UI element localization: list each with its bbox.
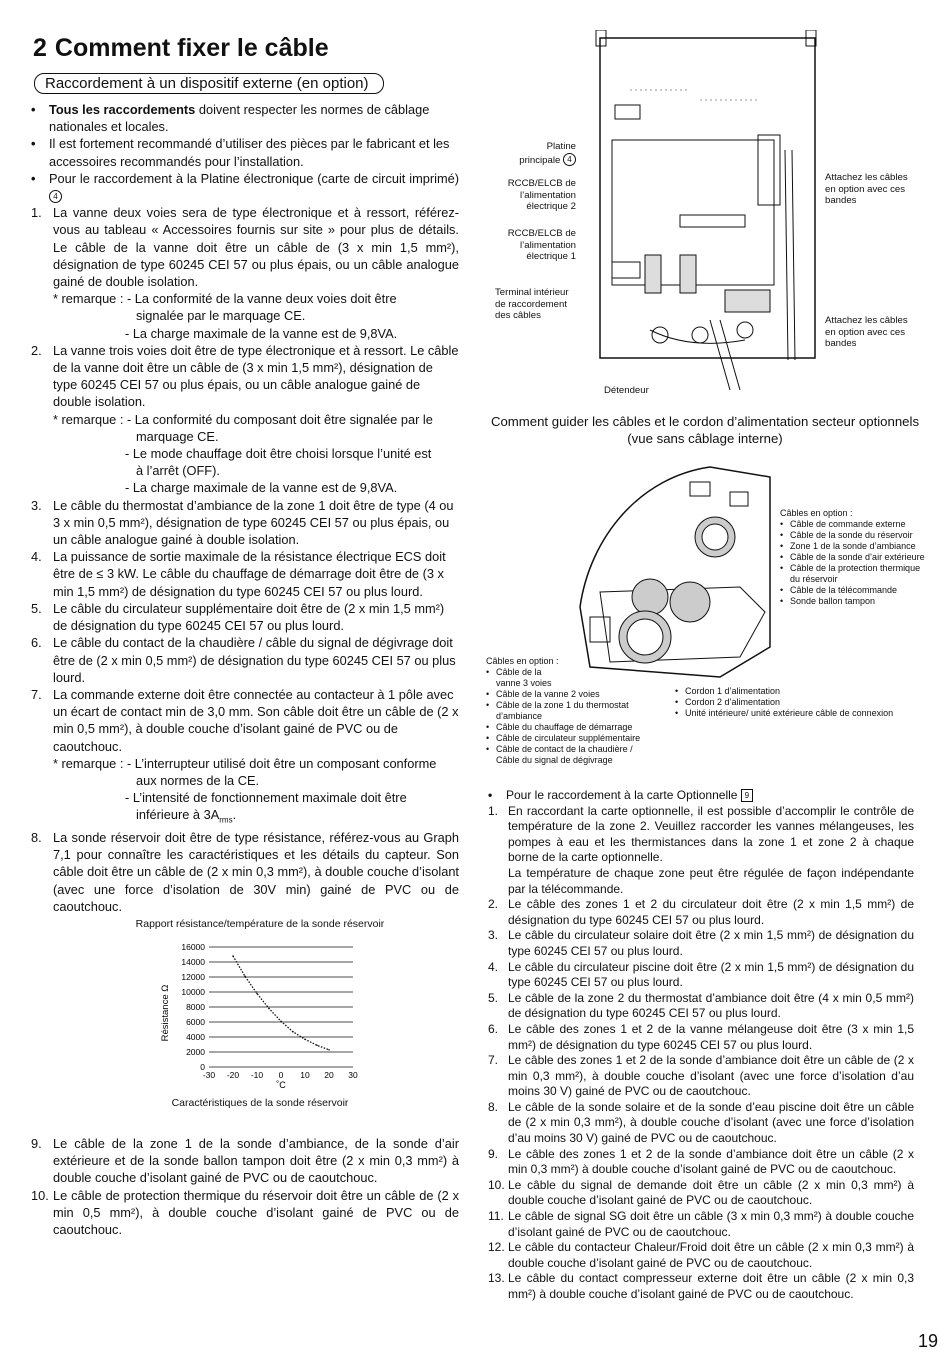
item-text: Le câble de la zone 1 de la sonde d’ambiance, de la sonde d’air extérieure et de la sonde ballon tampon doit être (2 x min 0,3 mm²) à double couche d’isolant gainé de PVC ou de caoutchouc. [53,1136,459,1186]
item-text: Le câble du contacteur Chaleur/Froid doit être un câble (2 x min 0,3 mm²) à double couche d’isolant gainé de PVC ou de caoutchouc. [508,1240,914,1270]
remark-line: aux normes de la CE. [136,772,260,788]
list-item-3 [31,497,459,549]
remark-line: signalée par le marquage CE. [136,308,306,324]
right-item-2 [488,897,914,928]
chart-ytick-label: 16000 [181,942,205,952]
item-text: Le câble des zones 1 et 2 de la vanne mélangeuse doit être (3 x min 1,5 mm²) de désignation du type 60245 CEI 57 ou plus lourd. [508,1021,914,1052]
chart-ytick-label: 6000 [186,1017,205,1027]
bullet-1 [31,101,459,135]
chart-ytick-label: 14000 [181,957,205,967]
item-extra: La température de chaque zone peut être régulée de façon indépendante par la télécommande. [508,865,914,896]
list-item-6 [31,634,459,686]
chart-point [232,955,234,957]
chart-point [280,1020,282,1022]
chart-xtick-label: -30 [202,1070,216,1080]
item-number: 3. [31,497,42,513]
remark-line: * remarque : - L’interrupteur utilisé doit être un composant conforme [53,755,437,771]
remark-line: * remarque : - La conformité de la vanne deux voies doit être [53,291,397,307]
label-rccb-2: RCCB/ELCB de l’alimentation électrique 2 [507,178,576,212]
remark-line: - La charge maximale de la vanne est de 9,8VA. [125,480,398,496]
chart-ytick-label: 0 [200,1062,205,1072]
item-number: 6. [488,1021,499,1036]
item-text: Le câble du contact de la chaudière / câble du signal de dégivrage doit être de (2 x min 0,5 mm²) de désignation du type 60245 CEI 57 ou plus lourd. [53,635,456,685]
list-item: • Câble de circulateur supplémentaire [486,733,676,744]
chart-point [268,1008,270,1010]
item-number: 8. [31,830,42,846]
list-item: • Cordon 1 d’alimentation [675,686,915,697]
label-rccb-1: RCCB/ELCB de l’alimentation électrique 1 [507,228,576,262]
item-number: 4. [488,959,499,974]
chart-xtick-label: -10 [250,1070,264,1080]
chart-point [328,1049,330,1051]
item-number: 11. [488,1209,504,1224]
chart-title: Rapport résistance/température de la sonde réservoir [135,918,385,930]
remark-line: à l’arrêt (OFF). [136,463,220,479]
label-attach-bands-top: Attachez les câbles en option avec ces bandes [825,172,908,206]
bullet-text: Pour le raccordement à la carte Optionnelle [506,788,741,802]
right-item-3 [488,928,914,959]
right-item-11 [488,1209,914,1240]
chart-point [244,975,246,977]
remark-text: inférieure à 3A [136,807,220,823]
label-attach-bands-bottom: Attachez les câbles en option avec ces bandes [825,315,908,349]
remark-end: . [232,807,237,823]
chart-xtick-label: 10 [300,1070,310,1080]
item-text: Le câble des zones 1 et 2 de la sonde d’ambiance doit être un câble (2 x min 0,3 mm²) à double couche d’isolant gainé de PVC ou de caoutchouc. [508,1146,914,1177]
item-number: 13. [488,1271,505,1286]
list-item-8 [31,829,459,915]
list-item: • Câble de la protection thermique du réservoir [780,563,930,585]
left-column-top [31,101,459,915]
remark-line: - L’intensité de fonctionnement maximale doit être [125,790,407,806]
list-item: • Câble de la télécommande [780,585,930,596]
item-text: Le câble du contact compresseur externe doit être un câble (2 x min 0,3 mm²) à double couche d’isolant gainé de PVC ou de caoutchouc. [508,1271,914,1301]
label-terminal: Terminal intérieur de raccordement des câbles [495,287,569,321]
item-number: 2. [31,342,42,358]
chart-ylabel: Résistance Ω [160,984,171,1042]
chart-points [232,955,330,1050]
remark-line: - La charge maximale de la vanne est de 9,8VA. [125,325,398,341]
list-item-2 [31,342,459,411]
optional-cables-right [780,508,930,607]
chart-ytick-label: 8000 [186,1002,205,1012]
list-item-1 [31,204,459,290]
list-item: • Câble de commande externe [780,519,930,530]
list-item: • Câble de la zone 1 du thermostat d’ambiance [486,700,676,722]
item-text: Le câble du circulateur solaire doit être (2 x min 1,5 mm²) de désignation du type 60245 CEI 57 ou plus lourd. [508,928,914,958]
remark-1 [31,290,459,342]
item-text: Le câble des zones 1 et 2 de la sonde d’ambiance doit être un câble de (2 x min 0,3 mm²), à double couche d’isolant (avec une force d’isolation d’au moins 30 V) gainé de PVC ou de caoutchouc. [508,1053,914,1099]
page-number: 19 [917,1331,938,1351]
item-text: Le câble de signal SG doit être un câble (3 x min 0,3 mm²) à double couche d’isolant gainé de PVC ou de caoutchouc. [508,1209,914,1239]
right-item-6 [488,1022,914,1053]
optional-cables-left [486,656,676,766]
chart-yticks [181,942,205,1072]
item-number: 1. [488,803,499,818]
right-item-10 [488,1178,914,1209]
item-text: Le câble du circulateur piscine doit être (2 x min 1,5 mm²) de désignation du type 60245 CEI 57 ou plus lourd. [508,959,914,990]
board-number-badge: 4 [563,153,576,166]
bullet-2: • Il est fortement recommandé d’utiliser des pièces par le fabricant et les accessoires recommandés pour l’installation. [31,135,459,169]
item-text: Le câble des zones 1 et 2 du circulateur doit être (2 x min 1,5 mm²) de désignation du type 60245 CEI 57 ou plus lourd. [508,897,914,927]
list-item-5 [31,600,459,634]
chart-xlabel: ˚C [276,1080,286,1090]
list-title: Câbles en option : [780,508,853,518]
list-item: • Câble de contact de la chaudière / Câble du signal de dégivrage [486,744,646,766]
list-item-9 [31,1135,459,1187]
chart-caption: Caractéristiques de la sonde réservoir [171,1097,349,1109]
right-item-12 [488,1240,914,1271]
unit-wiring-diagram [570,30,830,390]
item-text: Le câble de protection thermique du réservoir doit être un câble de (2 x min 0,5 mm²), à double couche d’isolant gainé de PVC ou de caoutchouc. [53,1187,459,1238]
item-number: 3. [488,928,499,943]
power-cables-list [675,686,915,719]
chart-xtick-label: 0 [278,1070,284,1080]
bullet-3 [31,170,459,204]
right-item-7 [488,1053,914,1100]
item-number: 9. [31,1136,42,1151]
list-item: • Cordon 2 d’alimentation [675,697,915,708]
list-title: Câbles en option : [486,656,559,666]
item-text: La vanne deux voies sera de type électronique et à ressort, référez-vous au tableau « Accessoires fournis sur site » pour plus de détails. Le câble de la vanne doit être un câble de (3 x min 1,5 mm²), désignation de type 60245 CEI 57 ou plus épais, ou un câble analogue gainé de double isolation. [53,205,459,290]
item-text: La puissance de sortie maximale de la résistance électrique ECS doit être de ≤ 3 kW. Le câble du chauffage de démarrage doit être de (3 x min 1,5 mm²) de désignation du type 60245 CEI 57 ou plus lourd. [53,549,446,599]
label-main-board [508,141,576,166]
item-number: 1. [31,205,42,221]
remark-2 [31,411,459,497]
item-number: 4. [31,549,42,565]
chart-ytick-label: 2000 [186,1047,205,1057]
chart-ytick-label: 4000 [186,1032,205,1042]
label-text: Platine principale [519,141,576,166]
item-text: La vanne trois voies doit être de type électronique et à ressort. Le câble de la vanne doit être un câble de (3 x min 1,5 mm²), désignation de type 60245 CEI 57 ou plus épais, ou un câble analogue gainé de double isolation. [53,342,459,410]
right-item-9 [488,1147,914,1178]
chart-xtick-label: 20 [324,1070,334,1080]
item-number: 8. [488,1099,499,1114]
item-text: La commande externe doit être connectée au contacteur à 1 pôle avec un écart de contact min de 3,0 mm. Son câble doit être un câble de (2 x min 0,5 mm²), à double couche d’isolant gainé de PVC ou de caoutchouc. [53,686,459,754]
chart-series-line [233,956,329,1050]
bullet-1-bold: Tous les raccordements [49,102,196,117]
right-column [488,788,914,1303]
list-item: • Câble du chauffage de démarrage [486,722,676,733]
remark-line [53,806,459,829]
chart-point [304,1038,306,1040]
list-item-10 [31,1187,459,1239]
list-item: • Zone 1 de la sonde d’ambiance [780,541,930,552]
chart-point [316,1044,318,1046]
bullet-3-text: Pour le raccordement à la Platine électronique (carte de circuit imprimé) [49,170,459,186]
item-number: 7. [488,1053,499,1068]
section-title: Comment fixer le câble [54,34,329,62]
item-number: 5. [31,600,42,616]
item-number: 10. [31,1187,49,1203]
chart-point [292,1031,294,1033]
item-number: 6. [31,635,42,651]
item-number: 9. [488,1146,499,1161]
item-number: 5. [488,990,499,1005]
item-text: Le câble du signal de demande doit être un câble (2 x min 0,3 mm²) à double couche d’isolant gainé de PVC ou de caoutchouc. [508,1177,914,1208]
item-text: La sonde réservoir doit être de type résistance, référez-vous au Graph 7,1 pour connaître les caractéristiques et les détails du capteur. Son câble doit être un câble de (2 x min 0,3 mm²), à double couche d’isolant (avec une force d’isolation de 30V min) gainé de PVC ou de caoutchouc. [53,830,459,914]
item-number: 2. [488,897,499,912]
rms-subscript: rms [219,815,233,825]
chart-ytick-label: 12000 [181,972,205,982]
right-item-4 [488,960,914,991]
item-text: Le câble du circulateur supplémentaire doit être de (2 x min 1,5 mm²) de désignation du type 60245 CEI 57 ou plus lourd. [53,600,445,634]
right-item-5 [488,991,914,1022]
bullet-1-text: doivent respecter les normes de câblage nationales et locales. [49,102,430,135]
diagram-caption: Comment guider les câbles et le cordon d’alimentation secteur optionnels (vue sans câblage interne) [490,414,920,446]
resistance-chart [145,935,375,1105]
right-item-13 [488,1271,914,1302]
chart-xtick-label: -20 [226,1070,240,1080]
chart-xticks [203,1070,358,1080]
chart-xtick-label: 30 [348,1070,358,1080]
cable-entry-diagram [570,457,780,687]
page-title [33,34,329,63]
remark-7 [31,755,459,829]
chart-ytick-label: 10000 [181,987,205,997]
option-board-bullet [488,788,914,804]
option-board-badge: 9 [741,789,753,802]
list-item: • Unité intérieure/ unité extérieure câble de connexion [675,708,915,719]
list-item: • Câble de la vanne 2 voies [486,689,676,700]
remark-line: - Le mode chauffage doit être choisi lorsque l’unité est [125,446,432,462]
item-text: Le câble de la zone 2 du thermostat d’ambiance doit être (4 x min 0,5 mm²) de désignation du type 60245 CEI 57 ou plus lourd. [508,990,914,1021]
section-number: 2 [33,34,47,62]
list-item-7 [31,686,459,755]
list-item: • Sonde ballon tampon [780,596,930,607]
item-number: 12. [488,1240,505,1255]
item-number: 10. [488,1177,505,1192]
list-item: • Câble de la sonde du réservoir [780,530,930,541]
right-item-1 [488,804,914,898]
left-column-bottom [31,1135,459,1238]
label-expansion-valve: Détendeur [604,385,649,396]
item-text: Le câble du thermostat d’ambiance de la zone 1 doit être de type (4 ou 3 x min 0,5 mm²), désignation de type 60245 CEI 57 ou plus épais, ou un câble analogue gainé à double isolation. [53,497,454,548]
remark-line: * remarque : - La conformité du composant doit être signalée par le [53,411,433,427]
item-number: 7. [31,686,42,702]
list-item-4 [31,548,459,600]
item-text: En raccordant la carte optionnelle, il est possible d’accomplir le contrôle de température de la zone 2. Veuillez raccorder les vannes mélangeuses, les pompes à eau et les thermistances dans la zone 1 et zone 2 à chaque borne de la carte optionnelle. [508,803,914,865]
list-item: • Câble de la sonde d’air extérieure [780,552,930,563]
chart-point [256,993,258,995]
item-text: Le câble de la sonde solaire et de la sonde d’eau piscine doit être un câble de (2 x min 0,3 mm²), à double couche d’isolant (avec une force d’isolation d’au moins 30 V) gainé de PVC ou de caoutchouc. [508,1099,914,1146]
right-item-8 [488,1100,914,1147]
board-number-badge: 4 [49,190,62,203]
subheading-box: Raccordement à un dispositif externe (en option) [34,73,384,94]
remark-line: marquage CE. [136,428,219,444]
chart-grid [209,947,353,1067]
list-item: • Câble de la vanne 3 voies [486,667,556,689]
